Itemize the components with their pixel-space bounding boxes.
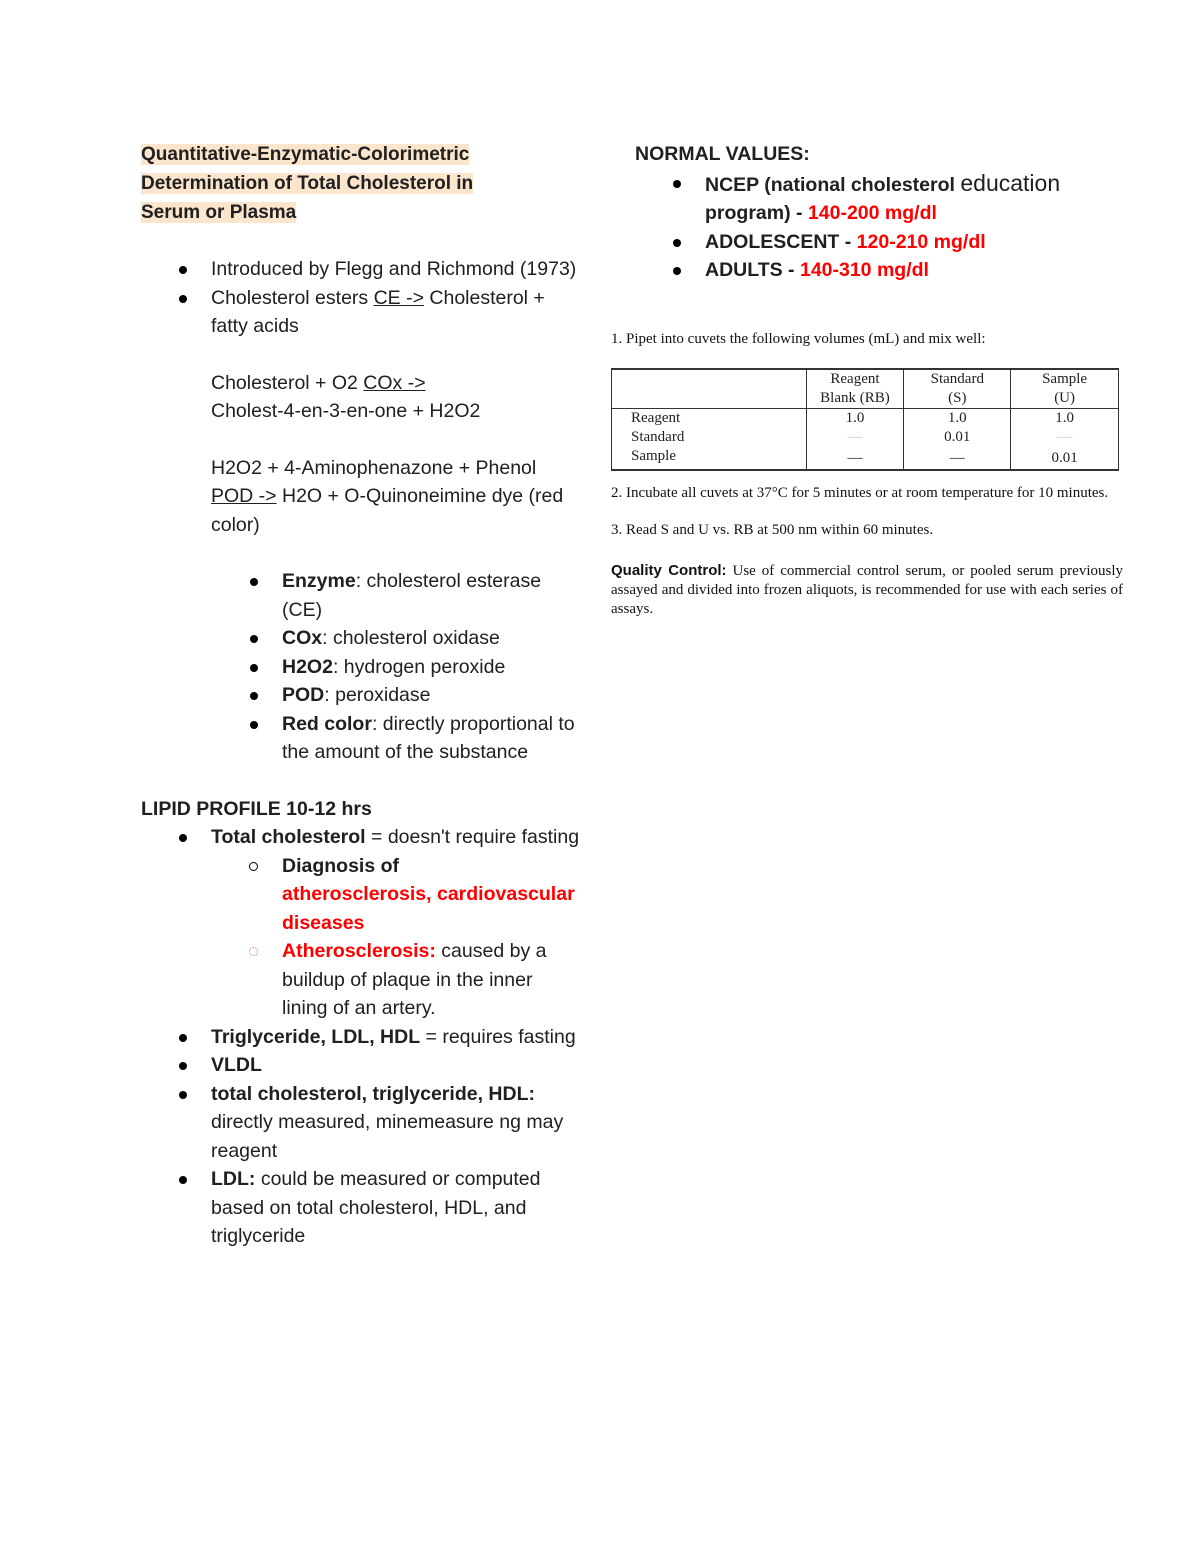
- terms-list: [141, 567, 581, 767]
- doc-title: [141, 140, 581, 227]
- list-item: NCEP (national cholesterol education program) - 140-200 mg/dl: [635, 169, 1135, 228]
- table-row: Reagent 1.0 1.0 1.0: [612, 409, 1119, 429]
- quality-control-label: Quality Control:: [611, 562, 727, 579]
- list-item: VLDL: [141, 1051, 581, 1080]
- list-item: ADOLESCENT - 120-210 mg/dl: [635, 228, 1135, 257]
- list-item: LDL: could be measured or computed based on total cholesterol, HDL, and triglyceride: [141, 1165, 581, 1251]
- list-item: POD: peroxidase: [141, 681, 581, 710]
- procedure-step-1: 1. Pipet into cuvets the following volumes (mL) and mix well:: [611, 331, 986, 347]
- list-item: Triglyceride, LDL, HDL = requires fasting: [141, 1023, 581, 1052]
- table-row: Standard — 0.01 —: [612, 428, 1119, 447]
- list-item: Introduced by Flegg and Richmond (1973): [141, 255, 581, 284]
- col-header-s: Standard (S): [904, 369, 1011, 409]
- left-column: [141, 140, 581, 1251]
- list-item: total cholesterol, triglyceride, HDL: directly measured, minemeasure ng may reagent: [141, 1080, 581, 1166]
- volumes-table: [611, 368, 1119, 471]
- list-item: ADULTS - 140-310 mg/dl: [635, 256, 1135, 285]
- equation-cox: Cholesterol + O2 COx -> Cholest-4-en-3-en-one + H2O2: [211, 371, 481, 422]
- quality-control-note: [611, 561, 1123, 619]
- reaction-arrow-pod: POD ->: [211, 485, 277, 507]
- title-line-1: Quantitative-Enzymatic-Colorimetric: [141, 144, 470, 165]
- reaction-arrow-ce: CE ->: [373, 286, 424, 309]
- table-header-row: [612, 369, 1119, 409]
- list-item: Total cholesterol = doesn't require fasting: [141, 823, 581, 852]
- quality-control-text: Use of commercial control serum, or pooled serum previously assayed and divided into frozen aliquots, is recommended for use with each series of assays.: [611, 563, 1123, 617]
- intro-list: [141, 255, 581, 341]
- col-header-rb: Reagent Blank (RB): [806, 369, 904, 409]
- list-item: Red color: directly proportional to the amount of the substance: [141, 710, 581, 767]
- normal-values-list: [635, 169, 1135, 285]
- list-item: Enzyme: cholesterol esterase (CE): [141, 567, 581, 624]
- lipid-list: [141, 823, 581, 1251]
- list-item: H2O2: hydrogen peroxide: [141, 653, 581, 682]
- lipid-profile-heading: LIPID PROFILE 10-12 hrs: [141, 797, 372, 820]
- col-header-u: Sample (U): [1011, 369, 1119, 409]
- procedure-step-3: 3. Read S and U vs. RB at 500 nm within 60 minutes.: [611, 522, 934, 538]
- list-item: COx: cholesterol oxidase: [141, 624, 581, 653]
- sub-list-item: Diagnosis of atherosclerosis, cardiovascular diseases: [141, 852, 581, 938]
- reaction-arrow-cox: COx ->: [363, 371, 426, 394]
- title-line-2: Determination of Total Cholesterol in: [141, 173, 474, 194]
- title-line-3: Serum or Plasma: [141, 202, 297, 223]
- sub-list-item: Atherosclerosis: caused by a buildup of plaque in the inner lining of an artery.: [141, 937, 581, 1023]
- table-row: Sample — — 0.01: [612, 447, 1119, 470]
- equation-pod: H2O2 + 4-Aminophenazone + Phenol POD -> H2O + O-Quinoneimine dye (red color): [211, 456, 564, 536]
- normal-values-heading: NORMAL VALUES:: [635, 143, 810, 165]
- procedure-step-2: 2. Incubate all cuvets at 37°C for 5 minutes or at room temperature for 10 minutes.: [611, 485, 1109, 501]
- right-column: [635, 140, 1135, 285]
- list-item: Cholesterol esters CE -> Cholesterol + fatty acids: [141, 284, 581, 341]
